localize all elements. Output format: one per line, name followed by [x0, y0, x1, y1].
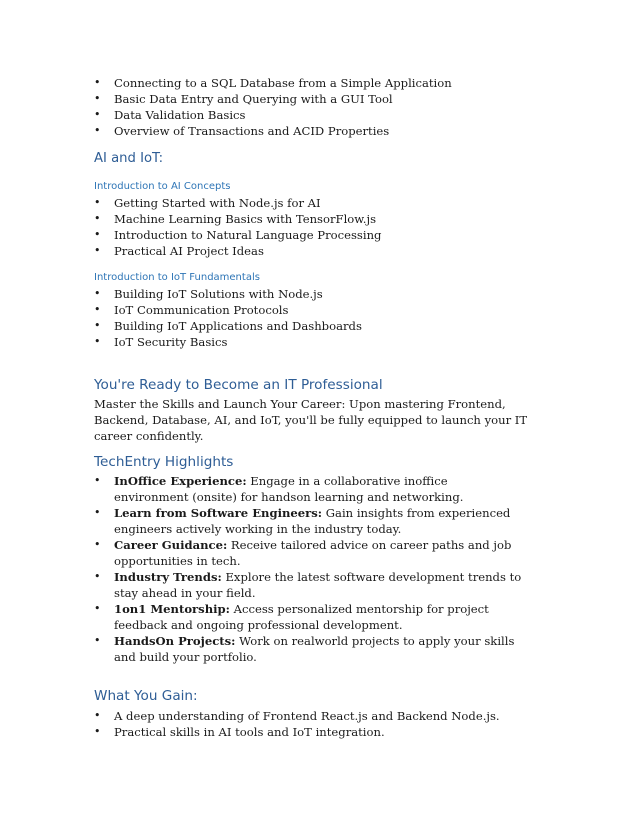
list-item: • Building IoT Applications and Dashboards	[94, 318, 554, 334]
highlight-text: Work on realworld projects to apply your skills and build your portfolio.	[114, 634, 515, 664]
highlight-label: 1on1 Mentorship:	[114, 602, 230, 616]
list-item: • Building IoT Solutions with Node.js	[94, 286, 554, 302]
list-item: • Practical AI Project Ideas	[94, 243, 554, 259]
ready-heading: You're Ready to Become an IT Professional	[94, 377, 383, 393]
highlight-label: Career Guidance:	[114, 538, 228, 552]
ai-concepts-subheading: Introduction to AI Concepts	[94, 181, 231, 192]
list-item: • Basic Data Entry and Querying with a GUI Tool	[94, 91, 554, 107]
gain-list	[94, 708, 554, 740]
highlight-item	[94, 633, 524, 665]
highlight-label: Learn from Software Engineers:	[114, 506, 323, 520]
list-item: • A deep understanding of Frontend React.js and Backend Node.js.	[94, 708, 554, 724]
ai-concepts-list	[94, 195, 554, 259]
list-item: • Data Validation Basics	[94, 107, 554, 123]
highlight-item	[94, 601, 524, 633]
list-item: • Getting Started with Node.js for AI	[94, 195, 554, 211]
highlights-heading: TechEntry Highlights	[94, 454, 234, 470]
highlight-item	[94, 537, 524, 569]
list-item: • Connecting to a SQL Database from a Simple Application	[94, 75, 554, 91]
gain-heading: What You Gain:	[94, 688, 198, 704]
highlight-label: Industry Trends:	[114, 570, 222, 584]
ready-paragraph: Master the Skills and Launch Your Career: Upon mastering Frontend, Backend, Database, AI, and IoT, you'll be fully equipped to launch your IT career confidently.	[94, 397, 528, 443]
highlight-text: Receive tailored advice on career paths and job opportunities in tech.	[114, 538, 512, 568]
highlight-item	[94, 473, 524, 505]
highlight-text: Engage in a collaborative inoffice environment (onsite) for handson learning and networking.	[114, 474, 464, 504]
list-item: • Introduction to Natural Language Processing	[94, 227, 554, 243]
highlight-label: InOffice Experience:	[114, 474, 247, 488]
database-topics-list	[94, 75, 554, 139]
highlight-text: Explore the latest software development trends to stay ahead in your field.	[114, 570, 522, 600]
list-item: • IoT Security Basics	[94, 334, 554, 350]
highlight-text: Gain insights from experienced engineers actively working in the industry today.	[114, 506, 511, 536]
highlight-item	[94, 505, 524, 537]
iot-fundamentals-subheading: Introduction to IoT Fundamentals	[94, 272, 260, 283]
highlight-text: Access personalized mentorship for project feedback and ongoing professional development.	[114, 602, 489, 632]
list-item: • Overview of Transactions and ACID Properties	[94, 123, 554, 139]
list-item: • Practical skills in AI tools and IoT integration.	[94, 724, 554, 740]
list-item: • IoT Communication Protocols	[94, 302, 554, 318]
highlight-item	[94, 569, 524, 601]
ai-iot-heading: AI and IoT:	[94, 151, 164, 166]
iot-fundamentals-list	[94, 286, 554, 350]
list-item: • Machine Learning Basics with TensorFlow.js	[94, 211, 554, 227]
highlights-list	[94, 473, 524, 665]
highlight-label: HandsOn Projects:	[114, 634, 236, 648]
